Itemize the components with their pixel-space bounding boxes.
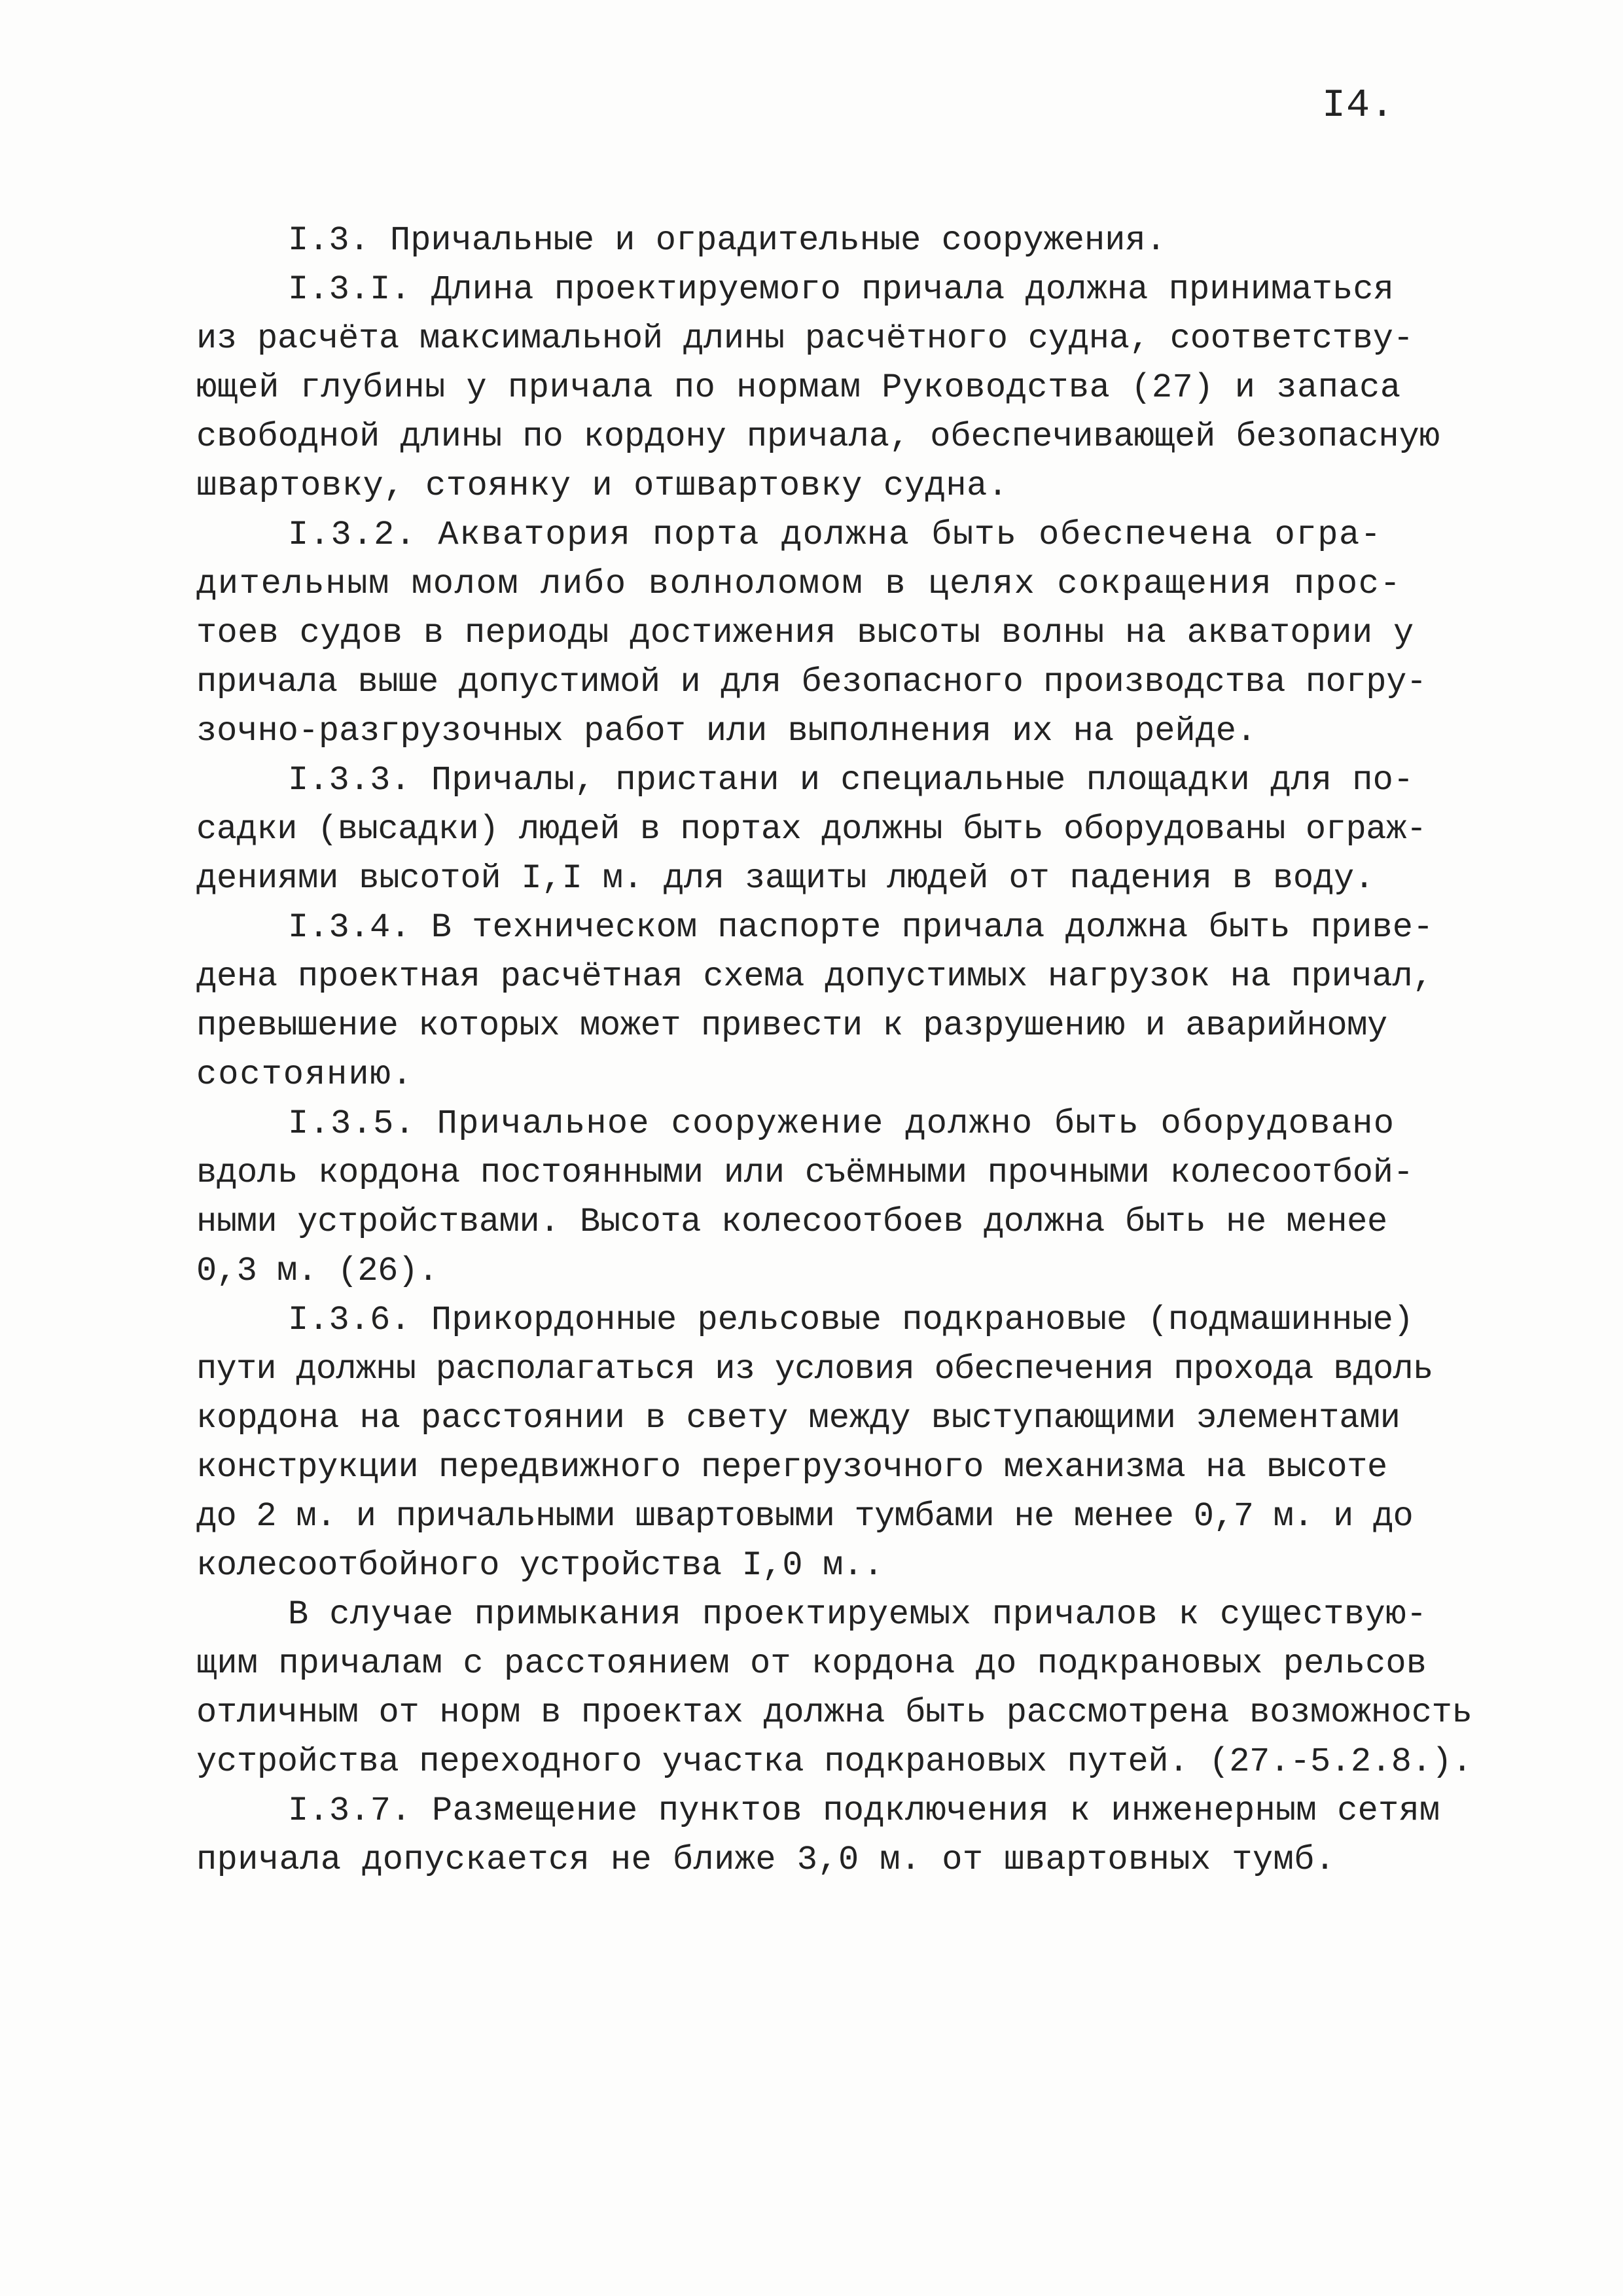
section-heading: I.3. Причальные и оградительные сооружения. xyxy=(288,221,1166,260)
paragraph-line: I.3.4. В техническом паспорте причала должна быть приве- xyxy=(288,908,1434,947)
paragraph-line: I.3.3. Причалы, пристани и специальные площадки для по- xyxy=(288,761,1414,800)
paragraph-line: I.3.2. Акватория порта должна быть обеспечена огра- xyxy=(288,516,1382,554)
paragraph-line: тоев судов в периоды достижения высоты волны на акватории у xyxy=(196,614,1414,652)
paragraph-line: I.3.6. Прикордонные рельсовые подкрановые (подмашинные) xyxy=(288,1301,1414,1339)
paragraph-line: вдоль кордона постоянными или съёмными прочными колесоотбой- xyxy=(196,1154,1414,1192)
paragraph-line: дениями высотой I,I м. для защиты людей от падения в воду. xyxy=(196,859,1375,898)
paragraph-line: I.3.5. Причальное сооружение должно быть оборудовано xyxy=(288,1104,1395,1143)
paragraph-line: превышение которых может привести к разрушению и аварийному xyxy=(196,1006,1387,1045)
paragraph-line: конструкции передвижного перегрузочного механизма на высоте xyxy=(196,1448,1387,1487)
paragraph-line: свободной длины по кордону причала, обеспечивающей безопасную xyxy=(196,417,1440,456)
paragraph-line: В случае примыкания проектируемых причалов к существую- xyxy=(288,1595,1427,1634)
paragraph-line: отличным от норм в проектах должна быть рассмотрена возможность xyxy=(196,1693,1472,1732)
paragraph-line: 0,3 м. (26). xyxy=(196,1252,438,1290)
paragraph-line: дена проектная расчётная схема допустимых нагрузок на причал, xyxy=(196,957,1433,996)
paragraph-line: зочно-разгрузочных работ или выполнения их на рейде. xyxy=(196,712,1257,751)
paragraph-line: из расчёта максимальной длины расчётного судна, соответству- xyxy=(196,319,1414,358)
paragraph-line: причала допускается не ближе 3,0 м. от швартовных тумб. xyxy=(196,1841,1336,1879)
paragraph-line: состоянию. xyxy=(196,1055,414,1094)
paragraph-line: до 2 м. и причальными швартовыми тумбами не менее 0,7 м. и до xyxy=(196,1497,1413,1536)
paragraph-line: I.3.7. Размещение пунктов подключения к инженерным сетям xyxy=(288,1792,1440,1830)
page-number: I4. xyxy=(1322,84,1395,128)
paragraph-line: швартовку, стоянку и отшвартовку судна. xyxy=(196,467,1008,505)
paragraph-line: причала выше допустимой и для безопасного производства погру- xyxy=(196,663,1427,701)
paragraph-line: садки (высадки) людей в портах должны быть оборудованы ограж- xyxy=(196,810,1427,849)
paragraph-line: ными устройствами. Высота колесоотбоев должна быть не менее xyxy=(196,1203,1387,1241)
paragraph-line: щим причалам с расстоянием от кордона до подкрановых рельсов xyxy=(196,1644,1427,1683)
paragraph-line: ющей глубины у причала по нормам Руководства (27) и запаса xyxy=(196,368,1401,407)
paragraph-line: I.3.I. Длина проектируемого причала должна приниматься xyxy=(288,270,1394,309)
paragraph-line: кордона на расстоянии в свету между выступающими элементами xyxy=(196,1399,1400,1438)
paragraph-line: колесоотбойного устройства I,0 м.. xyxy=(196,1546,883,1585)
paragraph-line: пути должны располагаться из условия обеспечения прохода вдоль xyxy=(196,1350,1433,1388)
paragraph-line: устройства переходного участка подкрановых путей. (27.-5.2.8.). xyxy=(196,1742,1472,1781)
paragraph-line: дительным молом либо волноломом в целях сокращения прос- xyxy=(196,565,1402,603)
